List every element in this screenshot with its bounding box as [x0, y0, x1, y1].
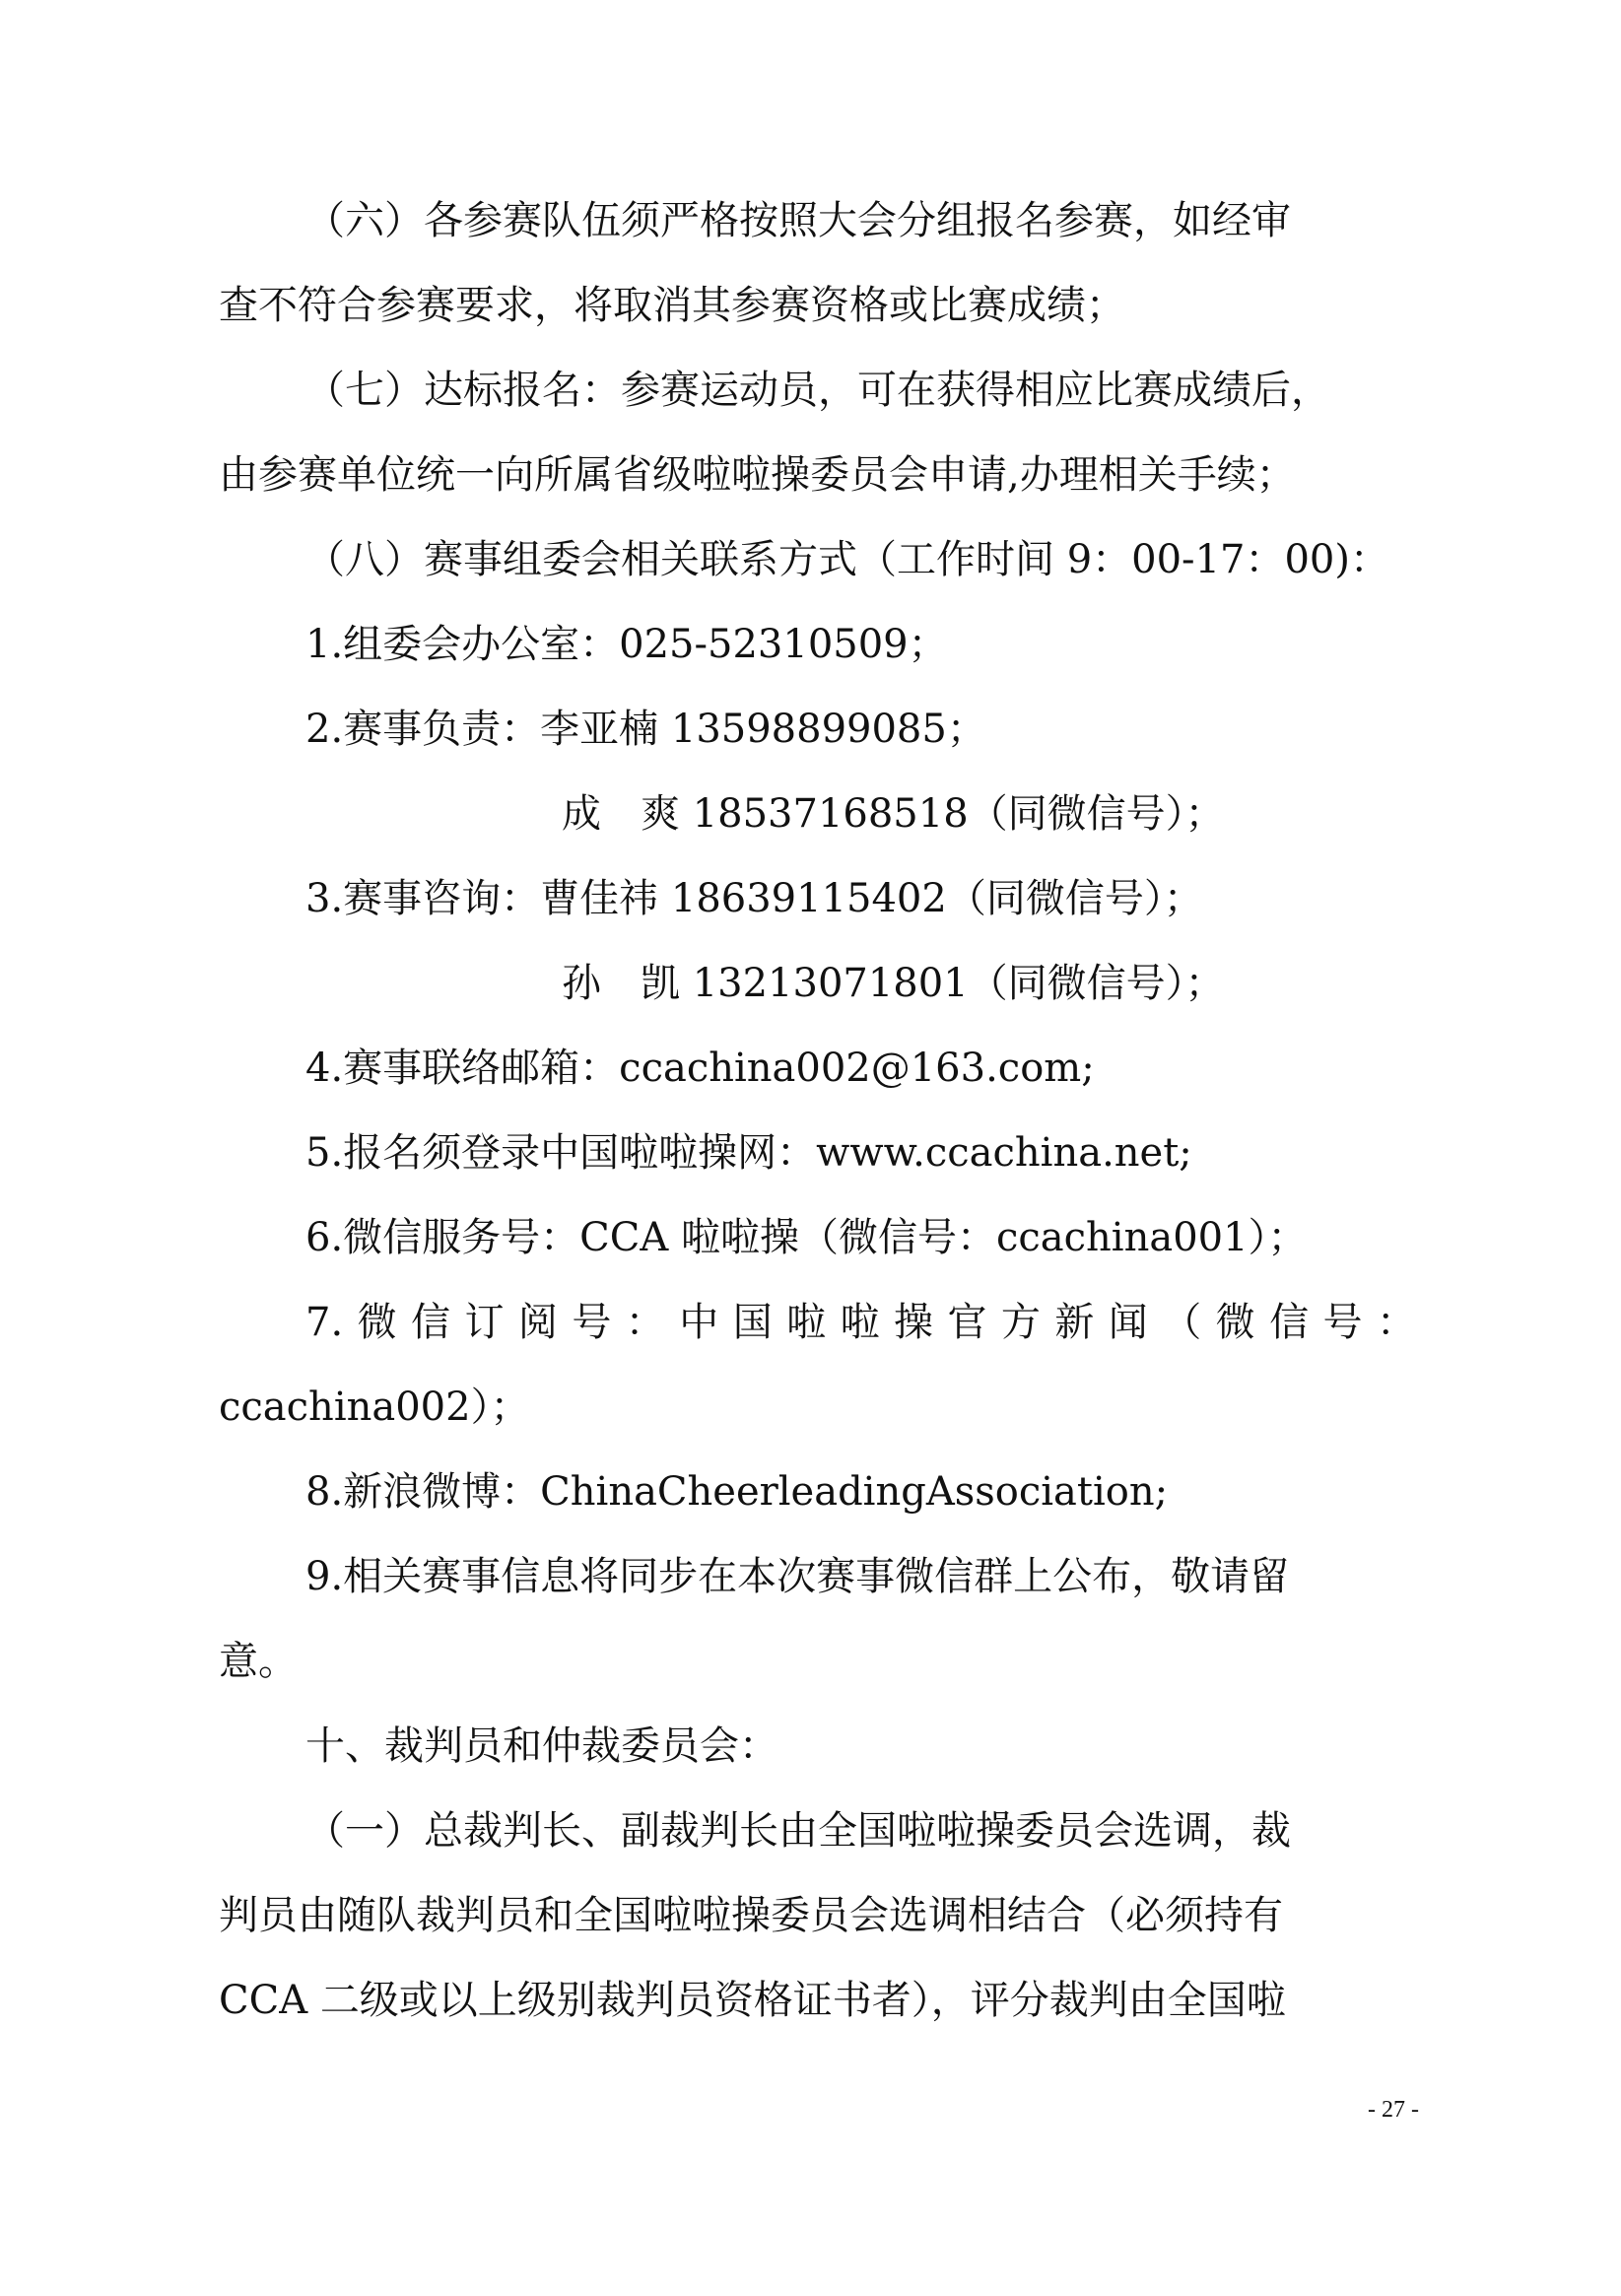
contact-email: 4.赛事联络邮箱：ccachina002@163.com; — [305, 1046, 1095, 1091]
paragraph-6-line-2: 查不符合参赛要求，将取消其参赛资格或比赛成绩； — [219, 283, 1125, 328]
contact-wechat-subscription-line-1: 7.微信订阅号：中国啦啦操官方新闻（微信号： — [305, 1300, 1416, 1345]
contact-lead-1: 2.赛事负责：李亚楠 13598899085； — [305, 707, 986, 752]
contact-weibo: 8.新浪微博：ChinaCheerleadingAssociation; — [305, 1469, 1169, 1515]
contact-wechat-service: 6.微信服务号：CCA 啦啦操（微信号：ccachina001）； — [305, 1215, 1308, 1260]
contact-consult-1: 3.赛事咨询：曹佳祎 18639115402（同微信号）； — [305, 876, 1203, 921]
notice-line-2: 意。 — [219, 1639, 298, 1684]
notice-line-1: 9.相关赛事信息将同步在本次赛事微信群上公布，敬请留 — [305, 1554, 1290, 1599]
paragraph-7-line-1: （七）达标报名：参赛运动员，可在获得相应比赛成绩后， — [305, 368, 1330, 413]
contact-consult-2: 孙 凯 13213071801（同微信号）； — [562, 961, 1225, 1006]
page-number: - 27 - — [1368, 2097, 1419, 2123]
section-10-paragraph-1-line-3: CCA 二级或以上级别裁判员资格证书者），评分裁判由全国啦 — [219, 1978, 1286, 2023]
contact-lead-2: 成 爽 18537168518（同微信号）； — [562, 791, 1225, 837]
contact-wechat-subscription-line-2: ccachina002）； — [219, 1384, 530, 1430]
paragraph-7-line-2: 由参赛单位统一向所属省级啦啦操委员会申请,办理相关手续； — [219, 452, 1296, 498]
section-10-paragraph-1-line-1: （一）总裁判长、副裁判长由全国啦啦操委员会选调，裁 — [305, 1808, 1291, 1854]
paragraph-6-line-1: （六）各参赛队伍须严格按照大会分组报名参赛，如经审 — [305, 198, 1291, 243]
section-10-paragraph-1-line-2: 判员由随队裁判员和全国啦啦操委员会选调相结合（必须持有 — [219, 1893, 1283, 1938]
section-10-heading: 十、裁判员和仲裁委员会： — [305, 1723, 778, 1769]
paragraph-8-heading: （八）赛事组委会相关联系方式（工作时间 9：00-17：00)： — [305, 537, 1389, 582]
contact-office: 1.组委会办公室：025-52310509； — [305, 622, 948, 667]
contact-website: 5.报名须登录中国啦啦操网：www.ccachina.net; — [305, 1130, 1192, 1176]
